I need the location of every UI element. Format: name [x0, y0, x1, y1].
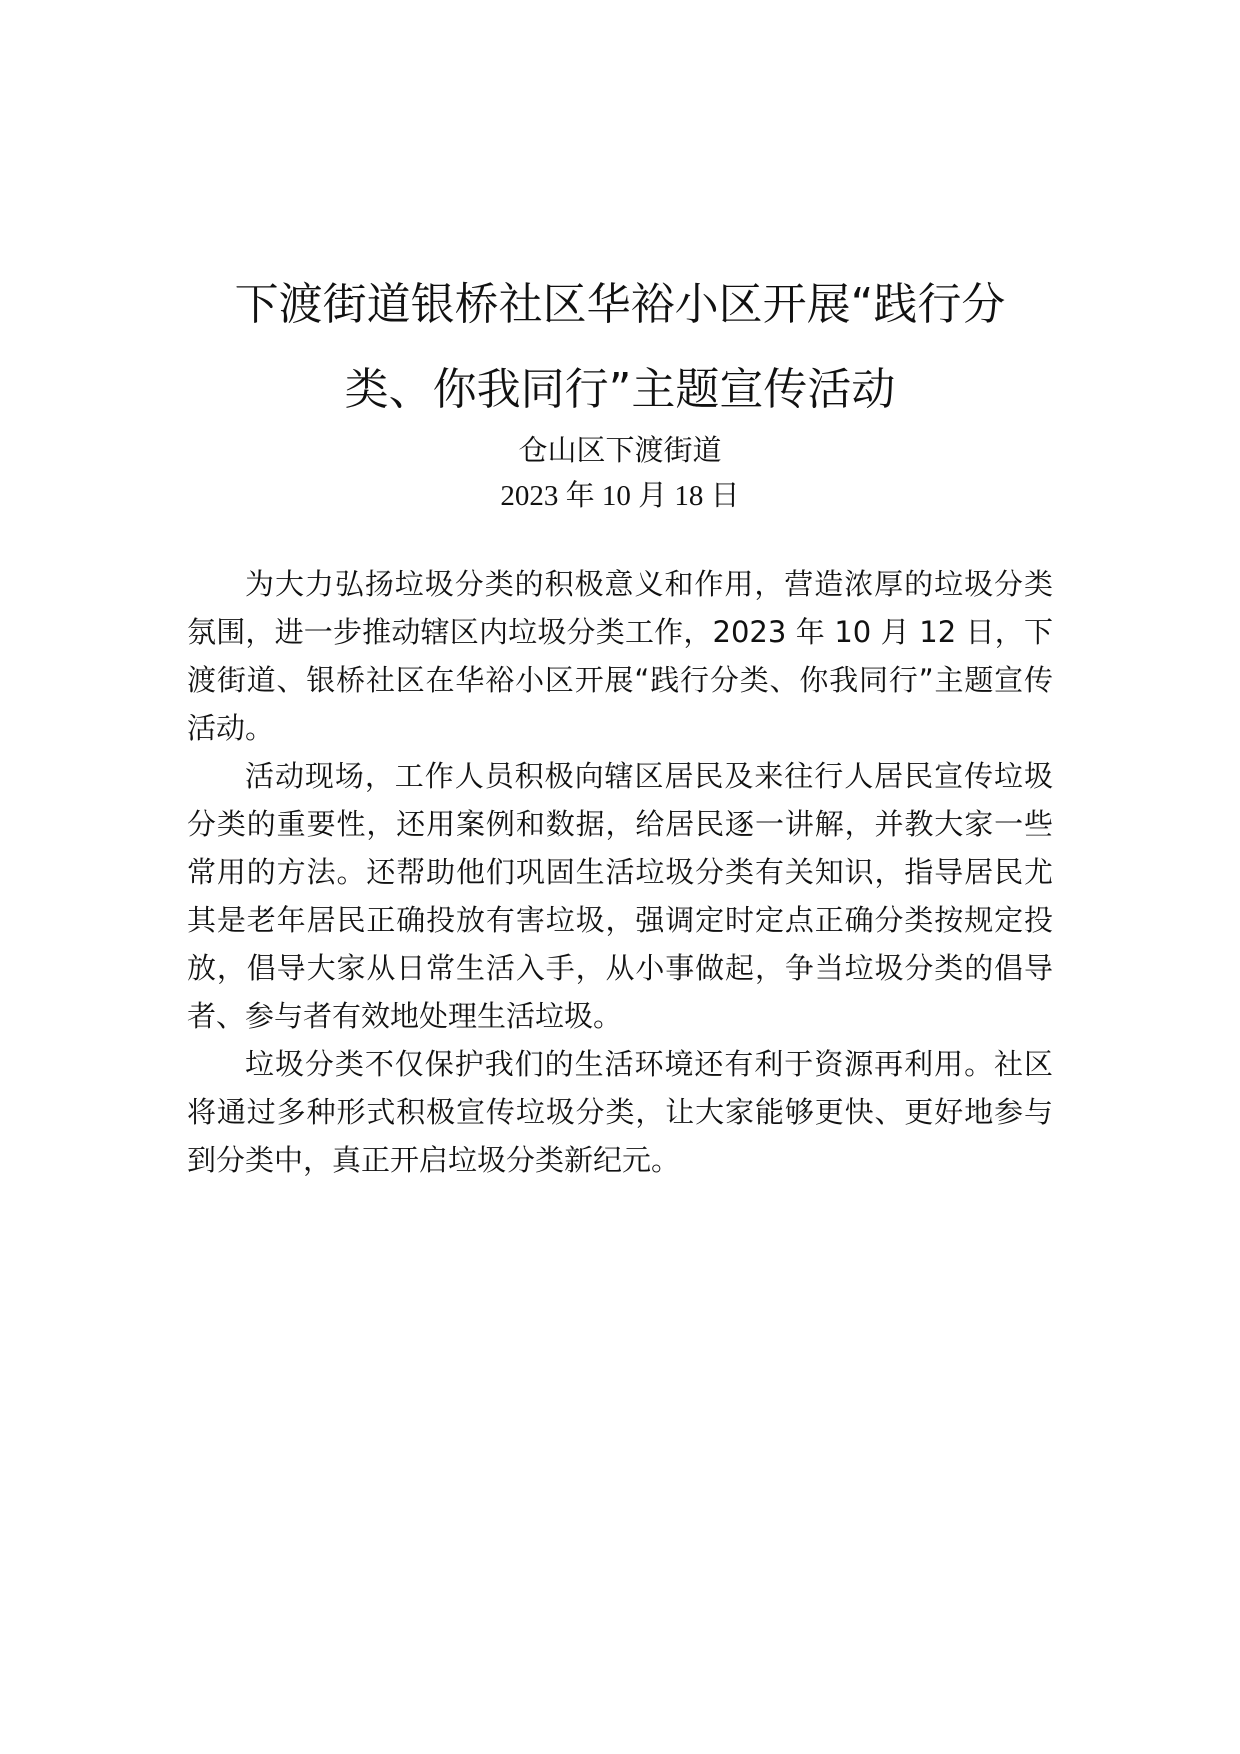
issuing-organization: 仓山区下渡街道	[518, 433, 722, 467]
paragraph-2: 活动现场，工作人员积极向辖区居民及来往行人居民宣传垃圾分类的重要性，还用案例和数据，给居民逐一讲解，并教大家一些常用的方法。还帮助他们巩固生活垃圾分类有关知识，指导居民尤其是老年居民正确投放有害垃圾，强调定时定点正确分类按规定投放，倡导大家从日常生活入手，从小事做起，争当垃圾分类的倡导者、参与者有效地处理生活垃圾。	[187, 759, 1053, 1033]
title-line-1: 下渡街道银桥社区华裕小区开展“践行分	[234, 279, 1006, 330]
issue-date: 2023 年 10 月 18 日	[500, 480, 740, 512]
paragraph-3: 垃圾分类不仅保护我们的生活环境还有利于资源再利用。社区将通过多种形式积极宣传垃圾分类，让大家能够更快、更好地参与到分类中，真正开启垃圾分类新纪元。	[187, 1047, 1053, 1177]
article-body	[187, 560, 1053, 1184]
title-line-2: 类、你我同行”主题宣传活动	[344, 364, 896, 415]
paragraph-1: 为大力弘扬垃圾分类的积极意义和作用，营造浓厚的垃圾分类氛围，进一步推动辖区内垃圾分类工作，2023 年 10 月 12 日，下渡街道、银桥社区在华裕小区开展“践行分类、你我同行”主题宣传活动。	[187, 567, 1053, 745]
document-title	[150, 262, 1090, 432]
